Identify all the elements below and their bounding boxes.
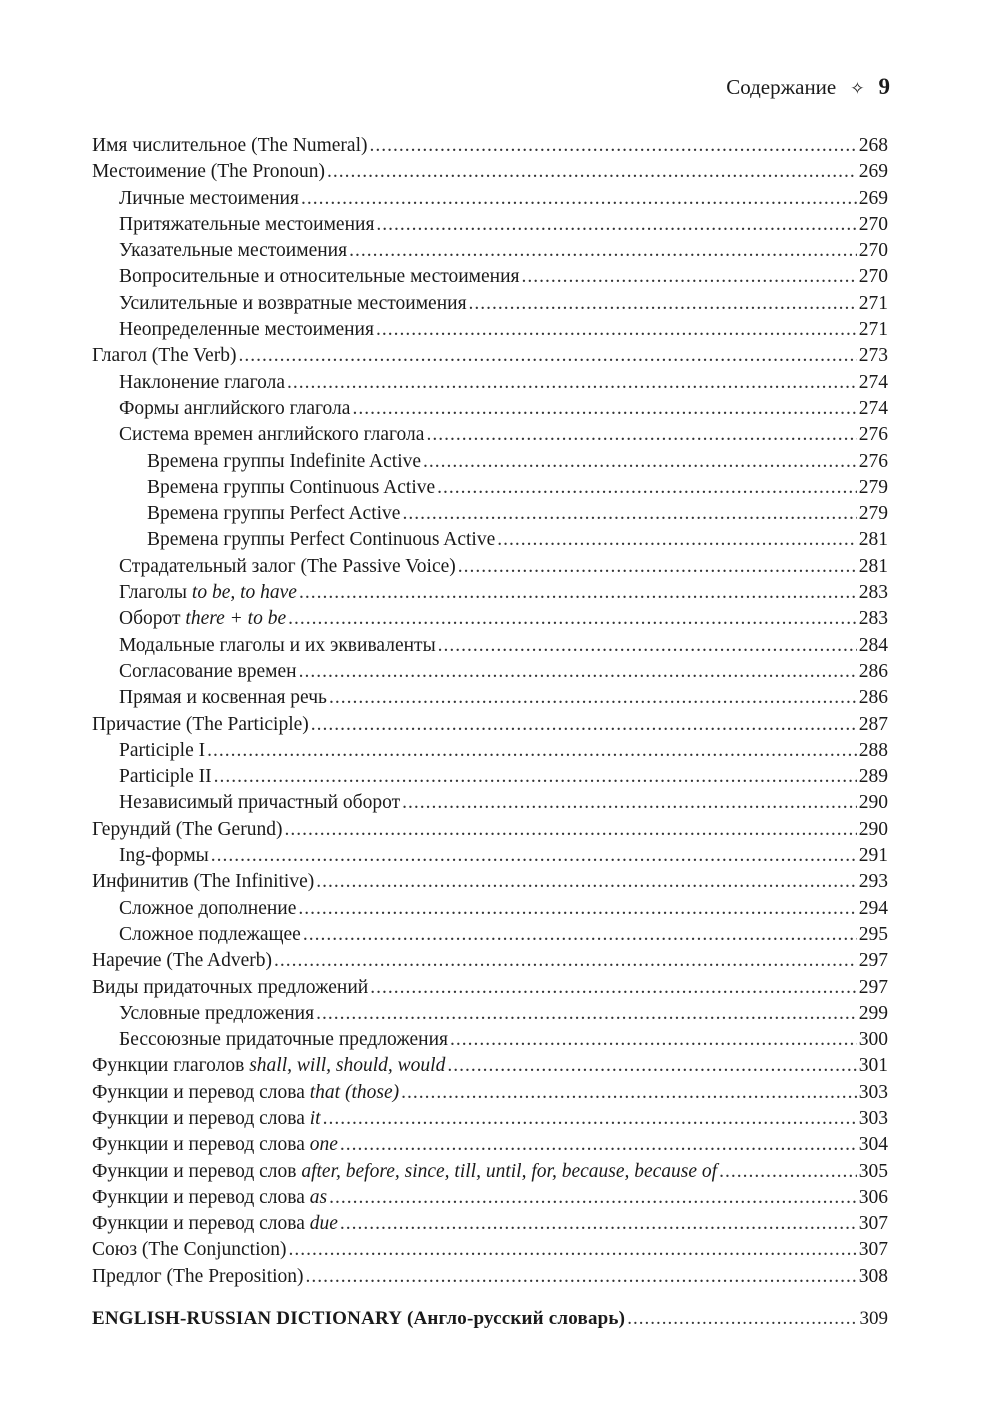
- toc-entry[interactable]: [92, 396, 888, 422]
- toc-entry-title: Вопросительные и относительные местоимения: [119, 266, 520, 288]
- toc-entry-page: 303: [858, 1107, 888, 1129]
- dot-leader: [437, 475, 857, 501]
- toc-entry-title: Сложное дополнение: [119, 897, 297, 919]
- toc-entry[interactable]: [92, 633, 888, 659]
- dot-leader: [299, 659, 857, 685]
- toc-entry-title: Причастие (The Participle): [92, 713, 309, 735]
- toc-entry-title: Указательные местоимения: [119, 240, 348, 262]
- dot-leader: [402, 501, 856, 527]
- toc-entry-page: 286: [858, 660, 888, 682]
- toc-entry-page: 271: [858, 319, 888, 341]
- toc-entry-title: Виды придаточных предложений: [92, 976, 369, 998]
- dot-leader: [311, 712, 857, 738]
- toc-entry-page: 270: [858, 266, 888, 288]
- toc-entry[interactable]: [92, 343, 888, 369]
- toc-entry-page: 279: [858, 503, 888, 525]
- dot-leader: [329, 1185, 857, 1211]
- dot-leader: [274, 948, 857, 974]
- toc-entry-title: Страдательный залог (The Passive Voice): [119, 555, 456, 577]
- toc-entry[interactable]: [92, 1159, 888, 1185]
- toc-entry[interactable]: [92, 817, 888, 843]
- toc-entry-title: Бессоюзные придаточные предложения: [119, 1029, 449, 1051]
- toc-entry-title: Неопределенные местоимения: [119, 319, 374, 341]
- toc-entry-italic-term: due: [309, 1213, 338, 1235]
- dot-leader: [522, 264, 857, 290]
- toc-entry-title: Формы английского глагола: [119, 397, 351, 419]
- toc-entry-title: Прямая и косвенная речь: [119, 687, 327, 709]
- dot-leader: [458, 554, 857, 580]
- toc-entry-title: Глаголы to be, to have: [119, 582, 297, 604]
- dot-leader: [329, 685, 857, 711]
- toc-entry-title: [92, 1306, 625, 1332]
- toc-entry-page: 295: [858, 923, 888, 945]
- toc-entry-page: 291: [858, 845, 888, 867]
- dot-leader: [447, 1053, 856, 1079]
- dot-leader: [340, 1211, 857, 1237]
- dot-leader: [376, 317, 857, 343]
- dot-leader: [370, 133, 857, 159]
- toc-entry-page: 268: [858, 135, 888, 156]
- section-title: Содержание: [726, 75, 837, 99]
- toc-entry-page: 279: [858, 476, 888, 498]
- toc-entry[interactable]: [92, 975, 888, 1001]
- toc-entry[interactable]: [92, 948, 888, 974]
- dot-leader: [401, 1080, 857, 1106]
- toc-entry-page: 299: [858, 1002, 888, 1024]
- toc-entry-title: Местоимение (The Pronoun): [92, 161, 325, 183]
- toc-entry-page: 269: [858, 161, 888, 183]
- dot-leader: [627, 1306, 857, 1332]
- toc-entry-page: 274: [858, 397, 888, 419]
- toc-entry[interactable]: [92, 527, 888, 553]
- toc-entry[interactable]: [92, 449, 888, 475]
- toc-entry[interactable]: [92, 186, 888, 212]
- table-of-contents: [92, 133, 888, 1332]
- toc-entry-page: 276: [858, 450, 888, 472]
- dot-leader: [284, 817, 856, 843]
- toc-entry-page: 283: [858, 608, 888, 630]
- dot-leader: [214, 764, 857, 790]
- toc-entry-page: 294: [858, 897, 888, 919]
- toc-entry-page: 274: [858, 371, 888, 393]
- toc-entry-title: Participle I: [119, 739, 206, 761]
- toc-entry-title: Функции и перевод слова that (those): [92, 1081, 400, 1103]
- dot-leader: [469, 291, 857, 317]
- toc-entry-page: 270: [858, 240, 888, 262]
- toc-entry[interactable]: [92, 606, 888, 632]
- toc-entry[interactable]: [92, 659, 888, 685]
- toc-entry-title: Притяжательные местоимения: [119, 213, 375, 235]
- dot-leader: [352, 396, 856, 422]
- toc-entry-title: Времена группы Continuous Active: [147, 476, 436, 498]
- toc-entry[interactable]: [92, 1053, 888, 1079]
- page-number: 9: [878, 74, 890, 99]
- toc-entry-page: 270: [858, 213, 888, 235]
- toc-entry[interactable]: [92, 922, 888, 948]
- toc-entry-title: Условные предложения: [119, 1002, 315, 1024]
- toc-entry[interactable]: [92, 685, 888, 711]
- toc-entry-page: 307: [858, 1213, 888, 1235]
- dot-leader: [298, 896, 856, 922]
- dot-leader: [299, 580, 857, 606]
- toc-entry-title: Функции глаголов shall, will, should, would: [92, 1055, 446, 1077]
- diamond-separator-icon: ✧: [850, 79, 865, 98]
- toc-entry-italic-term: there + to be: [185, 608, 287, 630]
- toc-entry-page: 308: [858, 1265, 888, 1287]
- toc-entry[interactable]: [92, 1132, 888, 1158]
- toc-entry-italic-term: to be, to have: [191, 582, 297, 604]
- toc-entry-page: 305: [858, 1160, 888, 1182]
- toc-entry[interactable]: [92, 422, 888, 448]
- dot-leader: [288, 606, 857, 632]
- toc-entry-page: 284: [858, 634, 888, 656]
- toc-entry-title: Союз (The Conjunction): [92, 1239, 287, 1261]
- toc-entry-title: Ing-формы: [119, 845, 209, 867]
- dot-leader: [323, 1106, 857, 1132]
- toc-entry[interactable]: [92, 843, 888, 869]
- toc-entry[interactable]: [92, 1237, 888, 1263]
- toc-entry-title: Предлог (The Preposition): [92, 1265, 304, 1287]
- dot-leader: [340, 1132, 857, 1158]
- toc-entry-title: Оборот there + to be: [119, 608, 287, 630]
- toc-entry-italic-term: after, before, since, till, until, for, because, because of: [301, 1160, 718, 1182]
- toc-entry[interactable]: [92, 475, 888, 501]
- toc-entry-page: 286: [858, 687, 888, 709]
- toc-entry-title: Герундий (The Gerund): [92, 818, 283, 840]
- toc-entry-title: Личные местоимения: [119, 187, 299, 209]
- toc-entry-title: Имя числительное (The Numeral): [92, 135, 368, 156]
- dot-leader: [370, 975, 857, 1001]
- dot-leader: [316, 1001, 857, 1027]
- toc-entry[interactable]: [92, 264, 888, 290]
- toc-entry-title: Времена группы Indefinite Active: [147, 450, 422, 472]
- toc-entry-title: Независимый причастный оборот: [119, 792, 401, 814]
- toc-entry-page: 297: [858, 950, 888, 972]
- toc-entry[interactable]: [92, 133, 888, 159]
- dot-leader: [450, 1027, 857, 1053]
- toc-entry-title: Функции и перевод слова one: [92, 1134, 338, 1156]
- toc-entry-title: Наклонение глагола: [119, 371, 285, 393]
- toc-entry-title: Согласование времен: [119, 660, 297, 682]
- toc-entry-title: Глагол (The Verb): [92, 345, 237, 367]
- toc-entry-italic-term: as: [309, 1186, 328, 1208]
- toc-entry-page: 271: [858, 292, 888, 314]
- toc-entry-page: 306: [858, 1186, 888, 1208]
- toc-entry[interactable]: [92, 1106, 888, 1132]
- dot-leader: [402, 790, 857, 816]
- dot-leader: [303, 922, 857, 948]
- toc-entry-title: Функции и перевод слов after, before, since, till, until, for, because, because of: [92, 1160, 718, 1182]
- dot-leader: [349, 238, 857, 264]
- toc-entry-page: 303: [858, 1081, 888, 1103]
- toc-entry-title: Система времен английского глагола: [119, 424, 425, 446]
- toc-entry[interactable]: [92, 764, 888, 790]
- toc-entry-page: 307: [858, 1239, 888, 1261]
- toc-entry[interactable]: [92, 291, 888, 317]
- toc-entry-italic-term: one: [309, 1134, 338, 1156]
- toc-entry-page: 276: [858, 424, 888, 446]
- toc-entry-page: 309: [859, 1308, 888, 1330]
- toc-entry-page: 287: [858, 713, 888, 735]
- toc-entry-title: Инфинитив (The Infinitive): [92, 871, 315, 893]
- toc-entry[interactable]: [92, 159, 888, 185]
- toc-entry[interactable]: [92, 1185, 888, 1211]
- toc-entry[interactable]: [92, 869, 888, 895]
- dot-leader: [316, 869, 857, 895]
- toc-entry[interactable]: [92, 580, 888, 606]
- toc-entry-title: Времена группы Perfect Active: [147, 503, 401, 525]
- toc-entry-title: Функции и перевод слова due: [92, 1213, 338, 1235]
- dot-leader: [426, 422, 856, 448]
- toc-entry-page: 289: [858, 766, 888, 788]
- dot-leader: [719, 1159, 857, 1185]
- toc-entry-page: 304: [858, 1134, 888, 1156]
- dot-leader: [306, 1264, 857, 1290]
- toc-entry[interactable]: [92, 501, 888, 527]
- toc-entry-page: 288: [858, 739, 888, 761]
- toc-entry[interactable]: [92, 212, 888, 238]
- toc-entry-title: Времена группы Perfect Continuous Active: [147, 529, 496, 551]
- toc-entry-page: 297: [858, 976, 888, 998]
- toc-entry[interactable]: [92, 1080, 888, 1106]
- toc-entry[interactable]: [92, 370, 888, 396]
- toc-entry[interactable]: [92, 1001, 888, 1027]
- toc-entry-title: Модальные глаголы и их эквиваленты: [119, 634, 436, 656]
- toc-entry[interactable]: [92, 896, 888, 922]
- dictionary-subtitle: (Англо-русский словарь): [406, 1308, 626, 1330]
- dot-leader: [207, 738, 857, 764]
- dot-leader: [376, 212, 856, 238]
- toc-entry-title: Функции и перевод слова it: [92, 1107, 321, 1129]
- toc-entry-italic-term: it: [309, 1107, 321, 1129]
- toc-entry[interactable]: [92, 1027, 888, 1053]
- toc-entry[interactable]: [92, 1211, 888, 1237]
- toc-entry-page: 301: [858, 1055, 888, 1077]
- dot-leader: [287, 370, 857, 396]
- toc-entry[interactable]: [92, 238, 888, 264]
- toc-entry-page: 290: [858, 792, 888, 814]
- toc-entry[interactable]: [92, 554, 888, 580]
- dot-leader: [289, 1237, 857, 1263]
- dictionary-title: ENGLISH-RUSSIAN DICTIONARY: [92, 1308, 403, 1330]
- toc-entry-title: Усилительные и возвратные местоимения: [119, 292, 467, 314]
- dot-leader: [423, 449, 857, 475]
- toc-entry-page: 300: [858, 1029, 888, 1051]
- toc-entry-page: 281: [858, 555, 888, 577]
- toc-entry[interactable]: [92, 317, 888, 343]
- dot-leader: [327, 159, 857, 185]
- toc-entry[interactable]: [92, 738, 888, 764]
- toc-entry-italic-term: shall, will, should, would: [249, 1055, 446, 1077]
- dot-leader: [301, 186, 857, 212]
- toc-entry-title: Наречие (The Adverb): [92, 950, 273, 972]
- toc-entry-title: Participle II: [119, 766, 212, 788]
- dot-leader: [438, 633, 857, 659]
- toc-entry-title: Функции и перевод слова as: [92, 1186, 328, 1208]
- toc-entry[interactable]: [92, 1264, 888, 1290]
- running-head: [726, 74, 890, 100]
- dot-leader: [497, 527, 856, 553]
- toc-entry-page: 281: [858, 529, 888, 551]
- toc-entry-italic-term: that (those): [309, 1081, 400, 1103]
- toc-entry-title: Сложное подлежащее: [119, 923, 301, 945]
- toc-entry[interactable]: [92, 712, 888, 738]
- dot-leader: [211, 843, 857, 869]
- toc-entry-page: 290: [858, 818, 888, 840]
- toc-entry-page: 293: [858, 871, 888, 893]
- dot-leader: [238, 343, 856, 369]
- toc-entry-page: 269: [858, 187, 888, 209]
- toc-entry-page: 283: [858, 582, 888, 604]
- toc-entry-page: 273: [858, 345, 888, 367]
- toc-entry[interactable]: [92, 790, 888, 816]
- toc-entry-dictionary[interactable]: [92, 1306, 888, 1332]
